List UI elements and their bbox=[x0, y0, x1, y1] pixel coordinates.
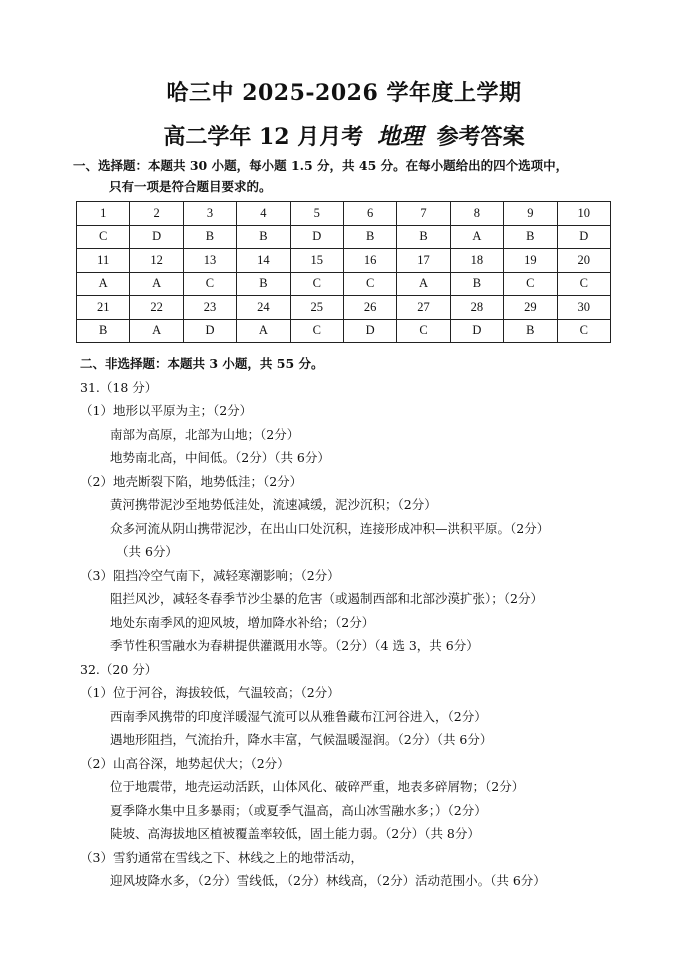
table-cell: 2 bbox=[130, 202, 183, 226]
table-cell: 25 bbox=[290, 296, 343, 320]
section-2 bbox=[80, 352, 640, 893]
subtitle-prefix: 高二学年 12 月月考 bbox=[163, 124, 364, 150]
answer-line: 位于地震带，地壳运动活跃，山体风化、破碎严重，地表多碎屑物；（2分） bbox=[110, 779, 525, 794]
page-title: 哈三中 2025-2026 学年度上学期 bbox=[166, 80, 522, 106]
table-cell: D bbox=[450, 319, 503, 343]
table-cell: D bbox=[557, 225, 610, 249]
table-cell: A bbox=[130, 319, 183, 343]
table-cell: 29 bbox=[504, 296, 557, 320]
table-cell: D bbox=[183, 319, 236, 343]
table-cell: B bbox=[397, 225, 450, 249]
table-cell: D bbox=[343, 319, 396, 343]
answer-line: 夏季降水集中且多暴雨；（或夏季气温高，高山冰雪融水多；）（2分） bbox=[110, 802, 487, 818]
table-cell: 28 bbox=[450, 296, 503, 320]
answer-line: （2）地壳断裂下陷，地势低洼；（2分） bbox=[80, 473, 303, 489]
table-cell: 15 bbox=[290, 249, 343, 273]
table-cell: 19 bbox=[504, 249, 557, 273]
table-cell: B bbox=[237, 272, 290, 296]
section-1-heading-cont: 只有一项是符合题目要求的。 bbox=[109, 179, 272, 194]
answer-line: 季节性积雪融水为春耕提供灌溉用水等。（2分）（4 选 3，共 6分） bbox=[110, 638, 479, 653]
answer-line: 地处东南季风的迎风坡，增加降水补给；（2分） bbox=[110, 614, 375, 630]
answer-line: 黄河携带泥沙至地势低洼处，流速减缓，泥沙沉积；（2分） bbox=[110, 497, 437, 512]
table-cell: 10 bbox=[557, 202, 610, 226]
table-cell: C bbox=[557, 272, 610, 296]
answer-line: 西南季风携带的印度洋暖湿气流可以从雅鲁藏布江河谷进入，（2分） bbox=[110, 708, 487, 724]
table-cell: 30 bbox=[557, 296, 610, 320]
table-cell: B bbox=[504, 319, 557, 343]
answer-line: 31.（18 分） bbox=[80, 379, 158, 395]
table-cell: 12 bbox=[130, 249, 183, 273]
table-cell: 27 bbox=[397, 296, 450, 320]
answer-line: 地势南北高，中间低。（2分）（共 6分） bbox=[110, 450, 330, 465]
answer-line: （3）阻挡冷空气南下，减轻寒潮影响；（2分） bbox=[80, 567, 340, 583]
table-cell: D bbox=[130, 225, 183, 249]
table-row-answers bbox=[77, 225, 611, 249]
answer-line: 陡坡、高海拔地区植被覆盖率较低，固土能力弱。（2分）（共 8分） bbox=[110, 826, 480, 841]
section-1-heading bbox=[73, 155, 618, 197]
table-cell: B bbox=[504, 225, 557, 249]
answer-line: 32.（20 分） bbox=[80, 661, 158, 677]
table-row-numbers bbox=[77, 296, 611, 320]
table-cell: 21 bbox=[77, 296, 130, 320]
table-cell: 18 bbox=[450, 249, 503, 273]
table-cell: 9 bbox=[504, 202, 557, 226]
table-cell: 6 bbox=[343, 202, 396, 226]
subtitle-suffix: 参考答案 bbox=[436, 124, 525, 150]
answer-line: （2）山高谷深，地势起伏大；（2分） bbox=[80, 755, 290, 771]
table-cell: 1 bbox=[77, 202, 130, 226]
section-2-heading: 二、非选择题：本题共 3 小题，共 55 分。 bbox=[80, 356, 324, 371]
table-row-answers bbox=[77, 319, 611, 343]
table-cell: 26 bbox=[343, 296, 396, 320]
answer-line: （1）地形以平原为主；（2分） bbox=[80, 403, 253, 418]
table-cell: 23 bbox=[183, 296, 236, 320]
table-cell: B bbox=[183, 225, 236, 249]
table-cell: C bbox=[397, 319, 450, 343]
table-cell: C bbox=[504, 272, 557, 296]
table-cell: B bbox=[77, 319, 130, 343]
subject-label: 地理 bbox=[376, 123, 423, 150]
table-cell: C bbox=[77, 225, 130, 249]
table-cell: 7 bbox=[397, 202, 450, 226]
table-cell: B bbox=[343, 225, 396, 249]
table-cell: D bbox=[290, 225, 343, 249]
table-cell: 20 bbox=[557, 249, 610, 273]
table-cell: A bbox=[450, 225, 503, 249]
table-cell: A bbox=[397, 272, 450, 296]
answer-line: 阻拦风沙，减轻冬春季节沙尘暴的危害（或遏制西部和北部沙漠扩张）；（2分） bbox=[110, 591, 543, 606]
table-cell: 8 bbox=[450, 202, 503, 226]
table-cell: C bbox=[343, 272, 396, 296]
table-cell: 14 bbox=[237, 249, 290, 273]
table-cell: 11 bbox=[77, 249, 130, 273]
table-cell: 13 bbox=[183, 249, 236, 273]
section-1-heading-text: 一、选择题：本题共 30 小题，每小题 1.5 分，共 45 分。在每小题给出的四个选项中， bbox=[73, 158, 569, 173]
table-cell: 3 bbox=[183, 202, 236, 226]
table-cell: 4 bbox=[237, 202, 290, 226]
table-row-numbers bbox=[77, 249, 611, 273]
table-cell: 16 bbox=[343, 249, 396, 273]
table-row-answers bbox=[77, 272, 611, 296]
page-subtitle bbox=[0, 118, 688, 151]
table-cell: 17 bbox=[397, 249, 450, 273]
table-cell: 24 bbox=[237, 296, 290, 320]
table-cell: A bbox=[130, 272, 183, 296]
table-row-numbers bbox=[77, 202, 611, 226]
answer-table bbox=[76, 201, 611, 343]
answer-line: 遇地形阻挡，气流抬升，降水丰富，气候温暖湿润。（2分）（共 6分） bbox=[110, 732, 493, 747]
table-cell: C bbox=[290, 319, 343, 343]
table-cell: C bbox=[557, 319, 610, 343]
table-cell: 22 bbox=[130, 296, 183, 320]
answer-line: （3）雪豹通常在雪线之下、林线之上的地带活动， bbox=[80, 849, 363, 865]
answer-line: 众多河流从阴山携带泥沙，在出山口处沉积，连接形成冲积—洪积平原。（2分） bbox=[110, 520, 550, 536]
answer-line: 迎风坡降水多，（2分）雪线低，（2分）林线高，（2分）活动范围小。（共 6分） bbox=[110, 873, 546, 888]
answer-line: 南部为高原，北部为山地；（2分） bbox=[110, 426, 300, 442]
answer-line: （1）位于河谷，海拔较低，气温较高；（2分） bbox=[80, 685, 340, 700]
table-cell: C bbox=[183, 272, 236, 296]
answer-line: （共 6分） bbox=[116, 544, 178, 559]
table-cell: A bbox=[237, 319, 290, 343]
section-2-content bbox=[80, 376, 640, 893]
table-cell: C bbox=[290, 272, 343, 296]
table-cell: 5 bbox=[290, 202, 343, 226]
table-cell: B bbox=[450, 272, 503, 296]
table-cell: A bbox=[77, 272, 130, 296]
table-cell: B bbox=[237, 225, 290, 249]
